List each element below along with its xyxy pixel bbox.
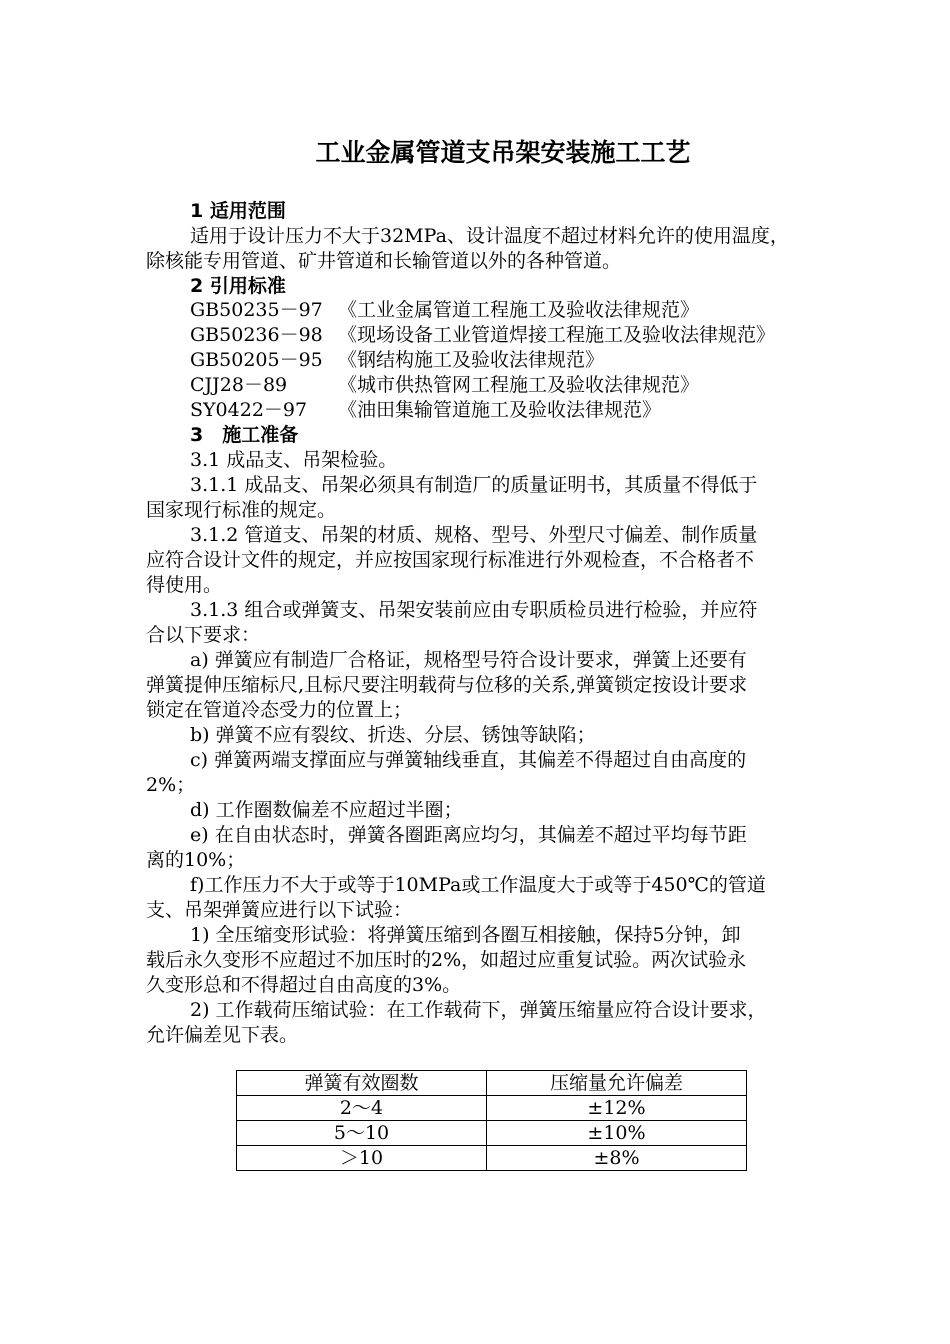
paragraph-line: 2) 工作载荷压缩试验：在工作载荷下，弹簧压缩量应符合设计要求，	[190, 999, 767, 1021]
paragraph-line: f)工作压力不大于或等于10MPa或工作温度大于或等于450℃的管道	[190, 874, 766, 896]
standard-code: GB50236－98	[190, 324, 323, 346]
standard-item	[190, 298, 699, 322]
paragraph-line: b) 弹簧不应有裂纹、折迭、分层、锈蚀等缺陷；	[190, 724, 596, 746]
paragraph-line: a) 弹簧应有制造厂合格证，规格型号符合设计要求，弹簧上还要有	[190, 649, 747, 671]
table-cell: ±10%	[487, 1121, 747, 1146]
paragraph-line: 适用于设计压力不大于32MPa、设计温度不超过材料允许的使用温度，	[190, 225, 789, 247]
paragraph-line: 弹簧提伸压缩标尺,且标尺要注明载荷与位移的关系,弹簧锁定按设计要求	[146, 674, 748, 696]
paragraph-line: 3.1.2 管道支、吊架的材质、规格、型号、外型尺寸偏差、制作质量	[190, 524, 758, 546]
section-1-heading: 1 适用范围	[190, 200, 286, 222]
paragraph-line: e) 在自由状态时，弹簧各圈距离应均匀，其偏差不超过平均每节距	[190, 824, 747, 846]
standard-name: 《工业金属管道工程施工及验收法律规范》	[338, 299, 700, 321]
standard-name: 《油田集输管道施工及验收法律规范》	[338, 399, 662, 421]
section-3-heading: 3 施工准备	[190, 424, 299, 446]
spring-deviation-table	[236, 1070, 747, 1171]
table-cell: 2～4	[237, 1096, 487, 1121]
standard-item	[190, 373, 699, 397]
standard-code: SY0422－97	[190, 399, 308, 421]
paragraph-line: 合以下要求：	[146, 624, 261, 646]
paragraph-line: 载后永久变形不应超过不加压时的2%，如超过应重复试验。两次试验永	[146, 949, 747, 971]
standard-code: GB50235－97	[190, 299, 323, 321]
standard-code: GB50205－95	[190, 349, 323, 371]
paragraph-line: 3.1.1 成品支、吊架必须具有制造厂的质量证明书，其质量不得低于	[190, 474, 758, 496]
table-cell: ＞10	[237, 1146, 487, 1171]
section-2-heading: 2 引用标准	[190, 275, 286, 297]
paragraph-line: 2%；	[146, 774, 196, 796]
standard-item	[190, 398, 661, 422]
table-cell: ±12%	[487, 1096, 747, 1121]
table-row	[237, 1146, 747, 1171]
paragraph-line: 3.1 成品支、吊架检验。	[190, 449, 398, 471]
table-cell: ±8%	[487, 1146, 747, 1171]
paragraph-line: 国家现行标准的规定。	[146, 499, 337, 521]
table-header-cell: 压缩量允许偏差	[487, 1071, 747, 1096]
standard-item	[190, 348, 604, 372]
paragraph-line: 锁定在管道冷态受力的位置上；	[146, 699, 413, 721]
paragraph-line: 应符合设计文件的规定，并应按国家现行标准进行外观检查，不合格者不	[146, 549, 755, 571]
standard-item	[190, 323, 775, 347]
table-row	[237, 1121, 747, 1146]
standard-name: 《钢结构施工及验收法律规范》	[338, 349, 605, 371]
table-header-row	[237, 1071, 747, 1096]
standard-code: CJJ28－89	[190, 374, 288, 396]
paragraph-line: d) 工作圈数偏差不应超过半圈；	[190, 799, 463, 821]
paragraph-line: 允许偏差见下表。	[146, 1024, 299, 1046]
standard-name: 《现场设备工业管道焊接工程施工及验收法律规范》	[338, 324, 776, 346]
table-header-cell: 弹簧有效圈数	[237, 1071, 487, 1096]
paragraph-line: 3.1.3 组合或弹簧支、吊架安装前应由专职质检员进行检验，并应符	[190, 599, 758, 621]
paragraph-line: c) 弹簧两端支撑面应与弹簧轴线垂直，其偏差不得超过自由高度的	[190, 749, 747, 771]
paragraph-line: 除核能专用管道、矿井管道和长输管道以外的各种管道。	[146, 250, 622, 272]
paragraph-line: 1) 全压缩变形试验：将弹簧压缩到各圈互相接触，保持5分钟，卸	[190, 924, 741, 946]
paragraph-line: 得使用。	[146, 574, 223, 596]
table-cell: 5～10	[237, 1121, 487, 1146]
table-row	[237, 1096, 747, 1121]
standard-name: 《城市供热管网工程施工及验收法律规范》	[338, 374, 700, 396]
document-title: 工业金属管道支吊架安装施工工艺	[315, 138, 691, 167]
paragraph-line: 离的10%；	[146, 849, 246, 871]
paragraph-line: 支、吊架弹簧应进行以下试验：	[146, 899, 413, 921]
paragraph-line: 久变形总和不得超过自由高度的3%。	[146, 974, 462, 996]
